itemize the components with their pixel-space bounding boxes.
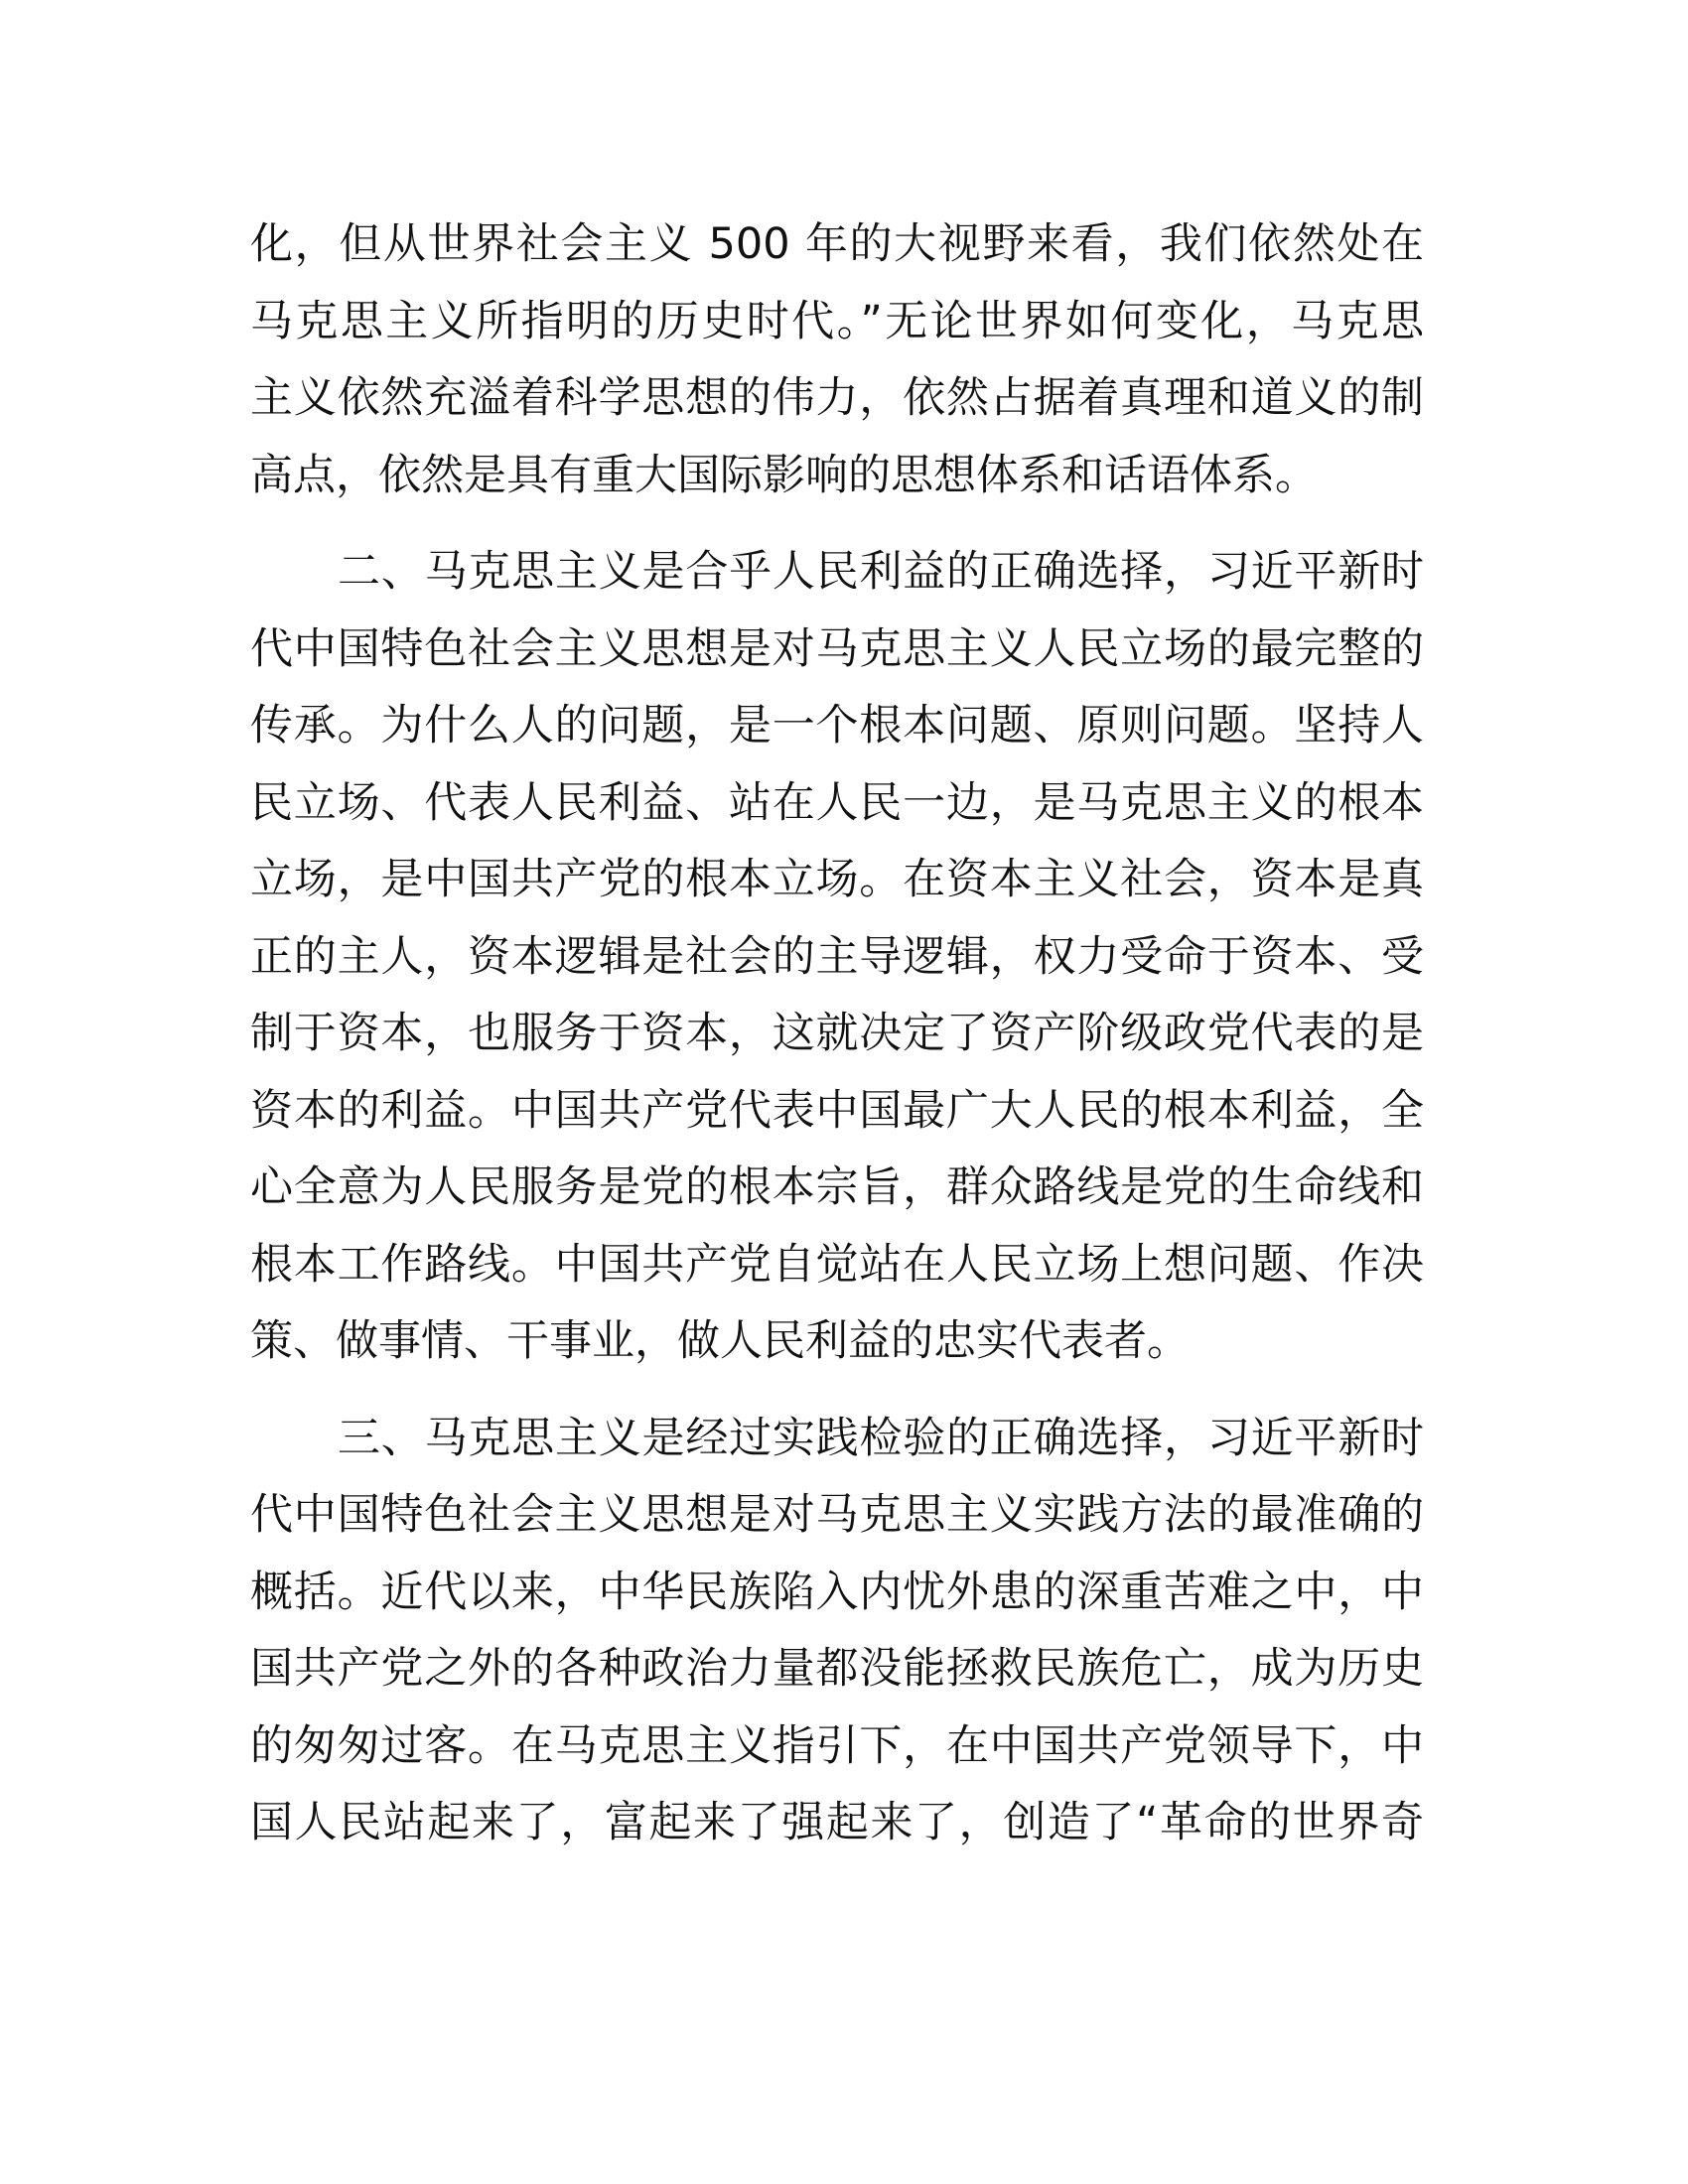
section-heading-line: 三、马克思主义是经过实践检验的正确选择，习近平新时 — [338, 1413, 1424, 1463]
text-line: 的匆匆过客。在马克思主义指引下，在中国共产党领导下，中 — [250, 1720, 1424, 1771]
paragraph-2 — [250, 534, 1424, 1381]
text-line: 心全意为人民服务是党的根本宗旨，群众路线是党的生命线和 — [250, 1162, 1424, 1212]
text-line: 高点，依然是具有重大国际影响的思想体系和话语体系。 — [250, 450, 1318, 500]
text-line: 传承。为什么人的问题，是一个根本问题、原则问题。坚持人 — [250, 701, 1424, 751]
text-line: 国共产党之外的各种政治力量都没能拯救民族危亡，成为历史 — [250, 1644, 1424, 1694]
paragraph-3 — [250, 1401, 1424, 1862]
paragraph-1 — [250, 206, 1424, 514]
text-line: 立场，是中国共产党的根本立场。在资本主义社会，资本是真 — [250, 855, 1424, 904]
text-line: 化，但从世界社会主义 500 年的大视野来看，我们依然处在 — [250, 219, 1424, 269]
text-line: 代中国特色社会主义思想是对马克思主义实践方法的最准确的 — [250, 1490, 1424, 1540]
section-heading-line: 二、马克思主义是合乎人民利益的正确选择，习近平新时 — [338, 547, 1424, 597]
text-line: 正的主人，资本逻辑是社会的主导逻辑，权力受命于资本、受 — [250, 931, 1424, 982]
text-line: 主义依然充溢着科学思想的伟力，依然占据着真理和道义的制 — [250, 373, 1424, 423]
text-line: 策、做事情、干事业，做人民利益的忠实代表者。 — [250, 1316, 1190, 1366]
text-line: 资本的利益。中国共产党代表中国最广大人民的根本利益，全 — [250, 1085, 1424, 1136]
text-line: 马克思主义所指明的历史时代。”无论世界如何变化，马克思 — [250, 296, 1424, 346]
text-line: 民立场、代表人民利益、站在人民一边，是马克思主义的根本 — [250, 777, 1424, 828]
text-line: 根本工作路线。中国共产党自觉站在人民立场上想问题、作决 — [250, 1239, 1424, 1290]
text-line: 代中国特色社会主义思想是对马克思主义人民立场的最完整的 — [250, 623, 1424, 674]
text-line: 国人民站起来了，富起来了强起来了，创造了“革命的世界奇 — [250, 1798, 1424, 1847]
text-line: 概括。近代以来，中华民族陷入内忧外患的深重苦难之中，中 — [250, 1567, 1424, 1617]
text-line: 制于资本，也服务于资本，这就决定了资产阶级政党代表的是 — [250, 1009, 1424, 1058]
document-page — [250, 206, 1424, 1882]
